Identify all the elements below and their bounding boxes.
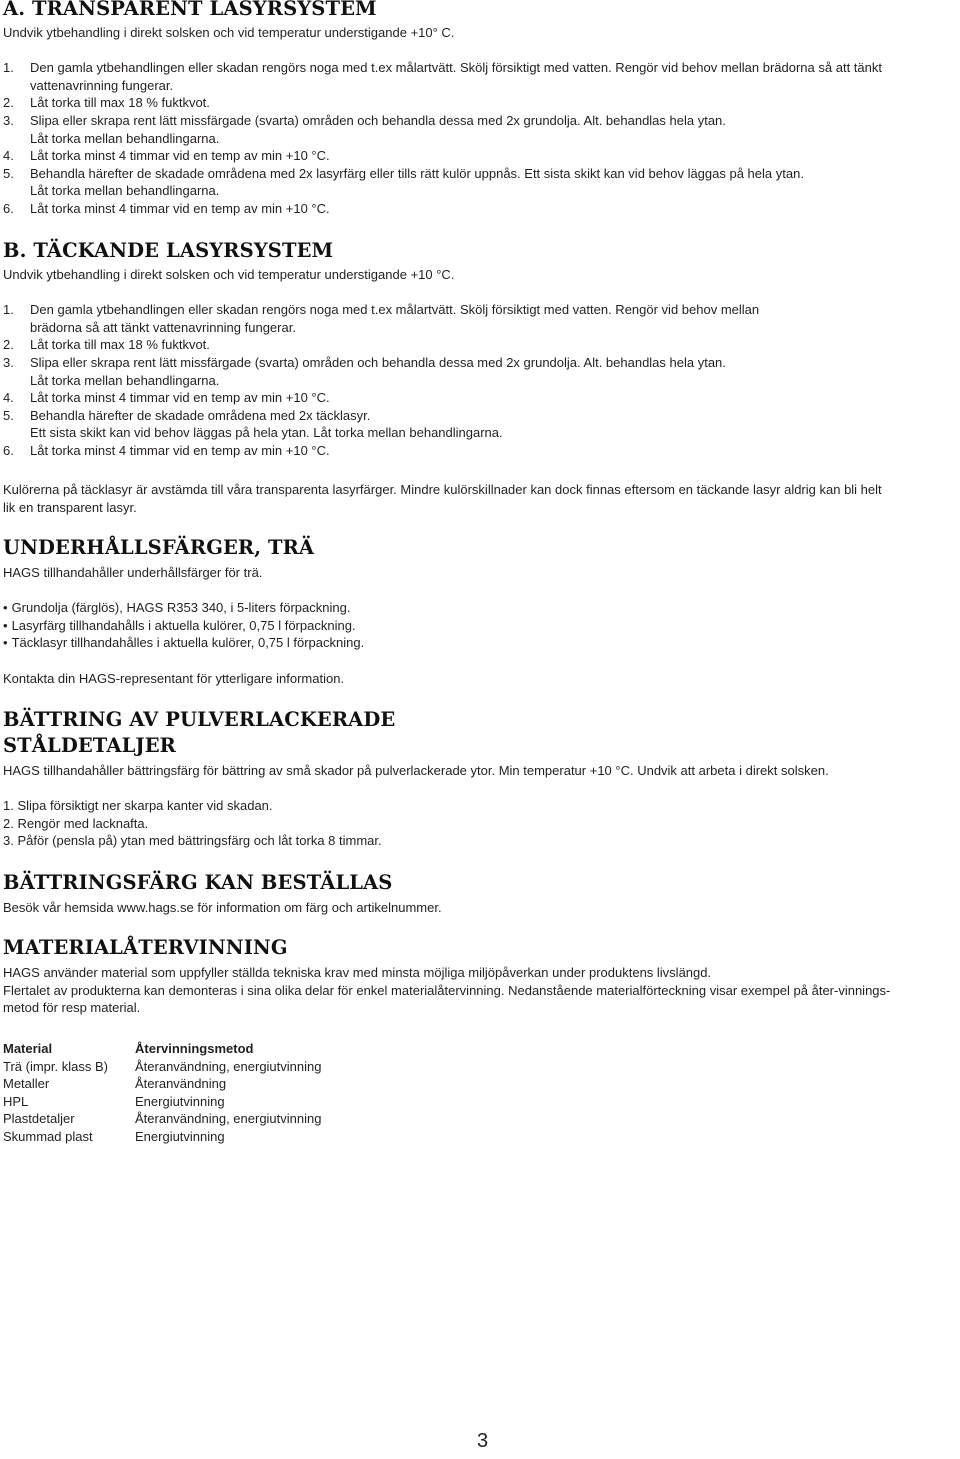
list-item xyxy=(3,112,953,147)
list-item xyxy=(3,354,953,389)
repair-step: 3. Påför (pensla på) ytan med bättringsfärg och låt torka 8 timmar. xyxy=(3,833,382,849)
list-item-text xyxy=(30,112,726,147)
list-item xyxy=(3,389,953,407)
page-number: 3 xyxy=(477,1430,489,1452)
list-item xyxy=(3,301,953,336)
list-item-line: Låt torka mellan behandlingarna. xyxy=(30,372,220,388)
list-item xyxy=(3,336,953,354)
list-item-line: Låt torka minst 4 timmar vid en temp av min +10 °C. xyxy=(30,390,330,406)
section-b-body xyxy=(3,266,953,460)
list-item-line: Låt torka till max 18 % fuktkvot. xyxy=(30,337,210,353)
list-item-text xyxy=(30,336,210,354)
material-table xyxy=(3,1040,321,1146)
section-b-note-line: Kulörerna på täcklasyr är avstämda till våra transparenta lasyrfärger. Mindre kulörskillnader kan dock finnas eftersom en täckande lasyr aldrig kan bli helt xyxy=(3,482,882,497)
list-item-line: Låt torka mellan behandlingarna. xyxy=(30,183,220,199)
section-b-note-line: lik en transparent lasyr. xyxy=(3,499,137,515)
list-item-line: Låt torka minst 4 timmar vid en temp av min +10 °C. xyxy=(30,200,330,216)
list-item: • Täcklasyr tillhandahålles i aktuella kulörer, 0,75 l förpackning. xyxy=(3,634,953,652)
list-item-line: Låt torka minst 4 timmar vid en temp av min +10 °C. xyxy=(30,148,330,164)
table-cell: Trä (impr. klass B) xyxy=(3,1058,108,1074)
list-item-number: 3. xyxy=(3,112,14,128)
section-b-note xyxy=(3,481,953,516)
table-cell: Plastdetaljer xyxy=(3,1111,75,1127)
maintenance-contact: Kontakta din HAGS-representant för ytterligare information. xyxy=(3,670,345,686)
list-item xyxy=(3,94,953,112)
list-item-line: Slipa eller skrapa rent lätt missfärgade (svarta) områden och behandla dessa med 2x grundolja. Alt. behandlas hela ytan. xyxy=(30,354,726,370)
column-header-method: Återvinningsmetod xyxy=(135,1041,254,1056)
list-item-text xyxy=(30,165,804,200)
table-cell: Skummad plast xyxy=(3,1128,93,1144)
list-item xyxy=(3,147,953,165)
list-item-line: Behandla härefter de skadade områdena med 2x lasyrfärg eller tills rätt kulör uppnås. Ett sista skikt kan vid behov läggas på hela ytan. xyxy=(30,165,804,181)
list-item-number: 3. xyxy=(3,354,14,370)
repair-body xyxy=(3,762,953,850)
table-cell: Återanvändning, energiutvinning xyxy=(135,1058,322,1074)
list-item-line: Låt torka till max 18 % fuktkvot. xyxy=(30,95,210,111)
list-item: • Lasyrfärg tillhandahålls i aktuella kulörer, 0,75 l förpackning. xyxy=(3,617,953,635)
repair-title xyxy=(3,707,395,759)
list-item-text xyxy=(30,389,330,407)
recycling-line: HAGS använder material som uppfyller ställda tekniska krav med minsta möjliga miljöpåverkan under produktens livslängd. xyxy=(3,965,712,980)
order-title: BÄTTRINGSFÄRG KAN BESTÄLLAS xyxy=(3,871,393,894)
section-b-title: B. TÄCKANDE LASYRSYSTEM xyxy=(3,239,334,262)
section-b-intro: Undvik ytbehandling i direkt solsken och vid temperatur understigande +10 °C. xyxy=(3,267,455,282)
table-cell: Metaller xyxy=(3,1076,50,1092)
list-item-number: 6. xyxy=(3,442,14,458)
list-item xyxy=(3,407,953,442)
list-item-line: vattenavrinning fungerar. xyxy=(30,77,174,93)
maintenance-bullets xyxy=(3,599,953,652)
list-item-number: 5. xyxy=(3,165,14,181)
list-item-line: Låt torka minst 4 timmar vid en temp av min +10 °C. xyxy=(30,442,330,458)
recycling-line: Flertalet av produkterna kan demonteras i sina olika delar för enkel materialåtervinning. Nedanstående materialförteckning visar exempel på åter-vinnings- xyxy=(3,982,891,998)
recycling-title: MATERIALÅTERVINNING xyxy=(3,936,288,959)
section-a-steps xyxy=(3,59,953,217)
list-item-number: 6. xyxy=(3,200,14,216)
section-b-steps xyxy=(3,301,953,459)
list-item: • Grundolja (färglös), HAGS R353 340, i 5-liters förpackning. xyxy=(3,599,953,617)
column-header-material: Material xyxy=(3,1041,53,1056)
recycling-body xyxy=(3,964,953,1017)
table-cell: Energiutvinning xyxy=(135,1128,225,1144)
list-item xyxy=(3,442,953,460)
list-item-line: Slipa eller skrapa rent lätt missfärgade (svarta) områden och behandla dessa med 2x grundolja. Alt. behandlas hela ytan. xyxy=(30,112,726,128)
order-body xyxy=(3,899,953,917)
list-item-number: 2. xyxy=(3,95,14,111)
table-cell: Återanvändning xyxy=(135,1076,227,1092)
list-item xyxy=(3,165,953,200)
list-item-text xyxy=(30,59,882,94)
list-item-number: 1. xyxy=(3,60,14,76)
section-a-body xyxy=(3,24,953,218)
repair-title-line: BÄTTRING AV PULVERLACKERADE xyxy=(3,708,396,731)
list-item-line: Den gamla ytbehandlingen eller skadan rengörs noga med t.ex målartvätt. Skölj försiktigt med vatten. Rengör vid behov mellan brädorna så att tänkt xyxy=(30,60,882,76)
maintenance-intro: HAGS tillhandahåller underhållsfärger för trä. xyxy=(3,565,263,580)
list-item-line: brädorna så att tänkt vattenavrinning fungerar. xyxy=(30,319,296,335)
table-row xyxy=(3,1128,321,1146)
table-cell: Energiutvinning xyxy=(135,1093,225,1109)
list-item-text xyxy=(30,407,503,442)
repair-title-line: STÅLDETALJER xyxy=(3,734,176,757)
list-item-line: Behandla härefter de skadade områdena med 2x täcklasyr. xyxy=(30,407,371,423)
table-row xyxy=(3,1075,321,1093)
list-item-number: 4. xyxy=(3,390,14,406)
list-item xyxy=(3,200,953,218)
table-row xyxy=(3,1110,321,1128)
maintenance-body xyxy=(3,564,953,687)
list-item-text xyxy=(30,147,330,165)
section-a-intro: Undvik ytbehandling i direkt solsken och vid temperatur understigande +10° C. xyxy=(3,25,455,40)
table-cell: Återanvändning, energiutvinning xyxy=(135,1111,322,1127)
maintenance-title: UNDERHÅLLSFÄRGER, TRÄ xyxy=(3,536,315,559)
list-item-number: 2. xyxy=(3,337,14,353)
order-text: Besök vår hemsida www.hags.se för information om färg och artikelnummer. xyxy=(3,900,442,915)
list-item-text xyxy=(30,200,330,218)
list-item-text xyxy=(30,301,759,336)
repair-step: 1. Slipa försiktigt ner skarpa kanter vid skadan. xyxy=(3,798,273,814)
list-item-line: Den gamla ytbehandlingen eller skadan rengörs noga med t.ex målartvätt. Skölj försiktigt med vatten. Rengör vid behov mellan xyxy=(30,302,760,318)
repair-step: 2. Rengör med lacknafta. xyxy=(3,815,149,831)
recycling-line: metod för resp material. xyxy=(3,1000,141,1016)
list-item-number: 1. xyxy=(3,302,14,318)
table-cell: HPL xyxy=(3,1093,29,1109)
section-a-title: A. TRANSPARENT LASYRSYSTEM xyxy=(3,0,377,20)
list-item-text xyxy=(30,442,330,460)
list-item-line: Låt torka mellan behandlingarna. xyxy=(30,130,220,146)
table-row xyxy=(3,1093,321,1111)
list-item-number: 4. xyxy=(3,148,14,164)
table-header-row xyxy=(3,1040,321,1058)
table-row xyxy=(3,1058,321,1076)
list-item-number: 5. xyxy=(3,407,14,423)
list-item xyxy=(3,59,953,94)
repair-intro: HAGS tillhandahåller bättringsfärg för bättring av små skador på pulverlackerade ytor. Min temperatur +10 °C. Undvik att arbeta i direkt solsken. xyxy=(3,763,829,778)
list-item-text xyxy=(30,94,210,112)
list-item-text xyxy=(30,354,726,389)
list-item-line: Ett sista skikt kan vid behov läggas på hela ytan. Låt torka mellan behandlingarna. xyxy=(30,425,503,441)
